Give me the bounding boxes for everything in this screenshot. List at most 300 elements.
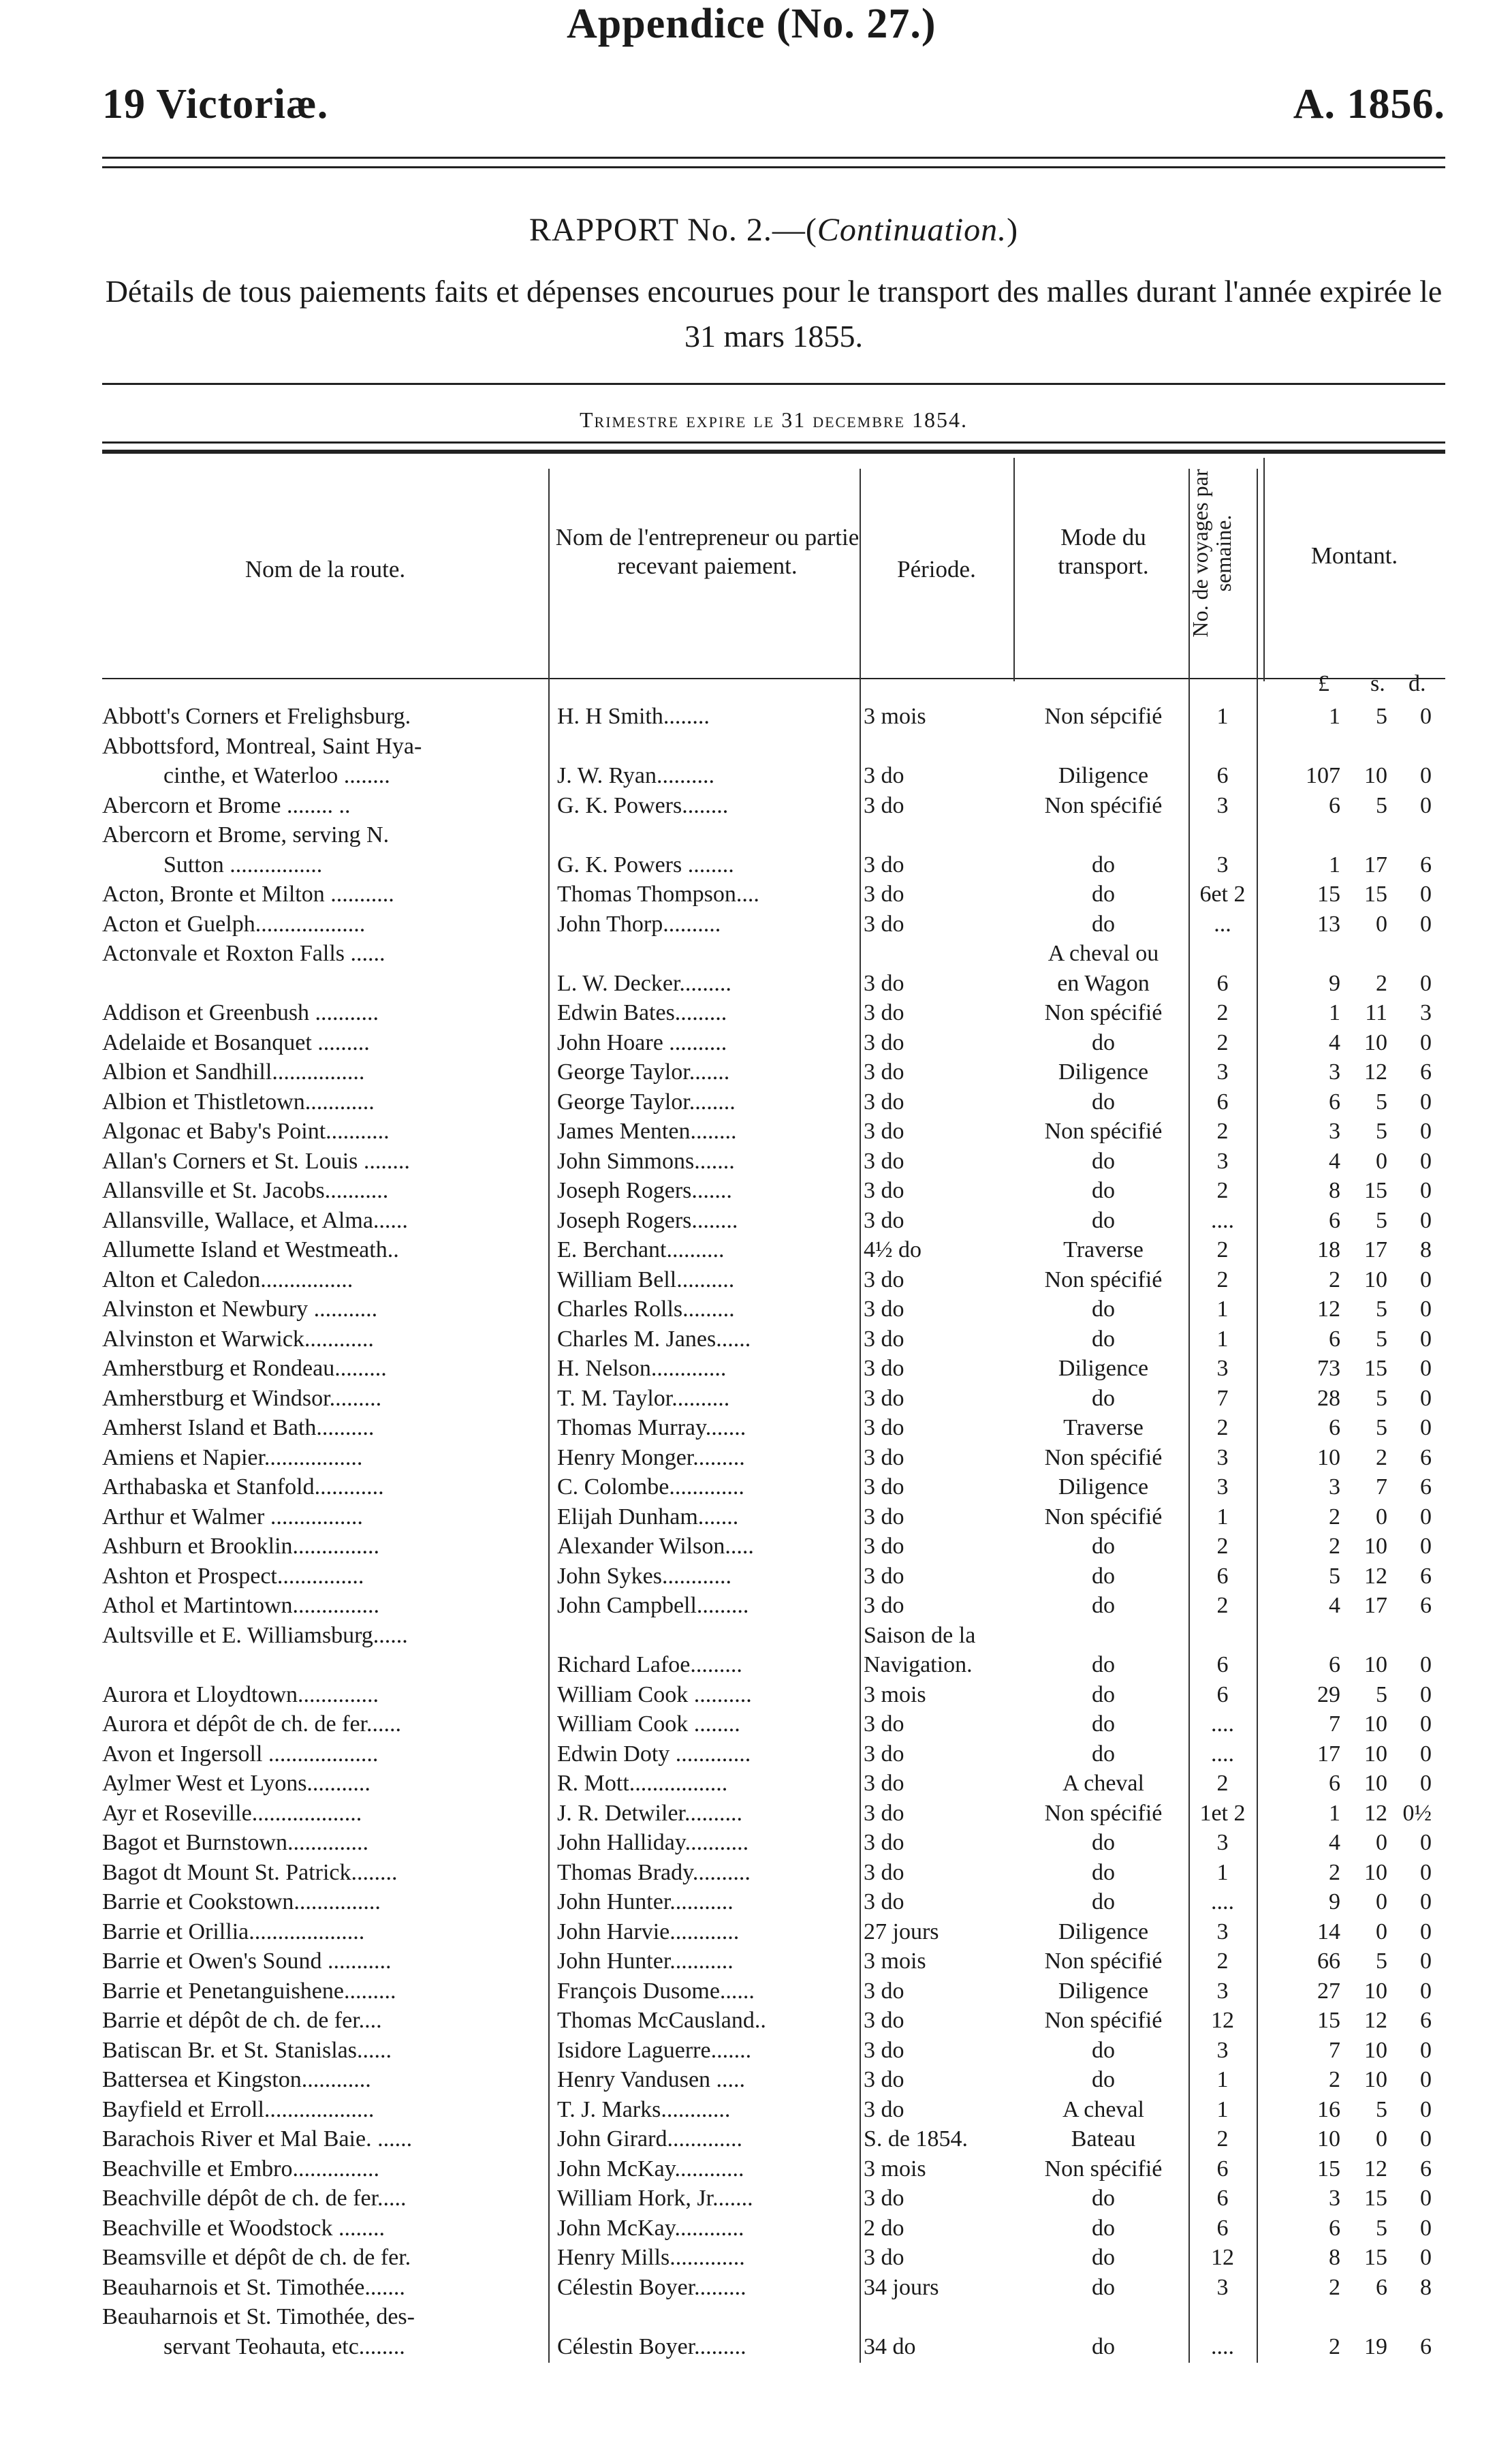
period: 3 do (864, 970, 904, 996)
voyages-per-week: 2 (1216, 1415, 1229, 1440)
transport-mode: Non spécifié (1044, 1504, 1163, 1530)
amount-pence: 0½ (1402, 1800, 1432, 1826)
amount-pounds: 107 (1306, 763, 1340, 788)
contractor-name: Thomas Brady.......... (557, 1859, 751, 1885)
voyages-per-week: 1 (1216, 1326, 1229, 1352)
table-row (0, 1680, 1512, 1710)
period: 3 do (864, 852, 904, 878)
route-name: Athol et Martintown............... (102, 1593, 380, 1618)
amount-shillings: 5 (1376, 1949, 1387, 1974)
amount-pounds: 2 (1329, 1504, 1340, 1530)
amount-pounds: 2 (1329, 2274, 1340, 2300)
amount-pounds: 5 (1329, 1563, 1340, 1589)
amount-pounds: 1 (1329, 1000, 1340, 1025)
amount-pence: 0 (1420, 1356, 1432, 1381)
amount-pence: 0 (1420, 1652, 1432, 1677)
voyages-per-week: 3 (1216, 1059, 1229, 1085)
table-row (0, 2124, 1512, 2154)
amount-pence: 0 (1420, 1415, 1432, 1440)
unit-shilling: s. (1370, 671, 1385, 696)
amount-shillings: 12 (1364, 1800, 1387, 1826)
route-name: Allumette Island et Westmeath.. (102, 1237, 399, 1262)
unit-pence: d. (1408, 671, 1426, 696)
col-head-voyages: No. de voyages par semaine. (1188, 469, 1235, 638)
voyages-per-week: ... (1214, 911, 1231, 937)
transport-mode: A cheval (1062, 2096, 1144, 2122)
voyages-per-week: 1 (1216, 2096, 1229, 2122)
transport-mode: do (1092, 1148, 1115, 1174)
amount-shillings: 10 (1364, 1711, 1387, 1737)
contractor-name: Joseph Rogers........ (557, 1207, 738, 1233)
amount-pence: 0 (1420, 1919, 1432, 1944)
voyages-per-week: 3 (1216, 792, 1229, 818)
amount-pence: 0 (1420, 1267, 1432, 1292)
transport-mode: do (1092, 2245, 1115, 2270)
amount-pounds: 14 (1317, 1919, 1340, 1944)
amount-shillings: 5 (1376, 1415, 1387, 1440)
amount-shillings: 17 (1364, 852, 1387, 878)
col-head-montant: Montant. (1310, 542, 1398, 569)
voyages-per-week: 2 (1216, 1771, 1229, 1796)
voyages-per-week: 3 (1216, 2037, 1229, 2063)
amount-pounds: 10 (1317, 1444, 1340, 1470)
contractor-name: H. H Smith........ (557, 704, 710, 729)
voyages-per-week: 1 (1216, 1504, 1229, 1530)
amount-shillings: 10 (1364, 1741, 1387, 1767)
period: 4½ do (864, 1237, 922, 1262)
table-top-rule-1 (102, 441, 1445, 444)
table-row (0, 880, 1512, 910)
voyages-per-week: 1 (1216, 704, 1229, 729)
amount-pence: 0 (1420, 2215, 1432, 2241)
amount-shillings: 0 (1376, 1919, 1387, 1944)
amount-pence: 0 (1420, 2186, 1432, 2211)
amount-pounds: 9 (1329, 970, 1340, 996)
table-row (0, 1117, 1512, 1147)
amount-pounds: 4 (1329, 1148, 1340, 1174)
route-name: Abbottsford, Montreal, Saint Hya- (102, 733, 422, 759)
voyages-per-week: 6 (1216, 763, 1229, 788)
amount-pence: 0 (1420, 2126, 1432, 2152)
amount-shillings: 2 (1376, 970, 1387, 996)
table-row (0, 2065, 1512, 2095)
table-row (0, 1769, 1512, 1799)
amount-shillings: 0 (1376, 1889, 1387, 1914)
amount-pence: 6 (1420, 1474, 1432, 1500)
period: 3 do (864, 1059, 904, 1085)
transport-mode: do (1092, 882, 1115, 907)
contractor-name: T. J. Marks............ (557, 2096, 731, 2122)
amount-pounds: 6 (1329, 1089, 1340, 1115)
period: 3 do (864, 1563, 904, 1589)
contractor-name: François Dusome...... (557, 1978, 755, 2004)
table-row (0, 2154, 1512, 2184)
period: 3 do (864, 2037, 904, 2063)
transport-mode: Diligence (1058, 1978, 1149, 2004)
transport-mode: Non spécifié (1044, 1000, 1163, 1025)
amount-shillings: 10 (1364, 1652, 1387, 1677)
contractor-name: James Menten........ (557, 1119, 737, 1144)
table-row (0, 910, 1512, 940)
transport-mode: do (1092, 1711, 1115, 1737)
amount-pounds: 8 (1329, 2245, 1340, 2270)
table-row (0, 2036, 1512, 2066)
route-name: Ashburn et Brooklin............... (102, 1534, 380, 1559)
transport-mode: Traverse (1063, 1237, 1144, 1262)
period: 3 do (864, 1978, 904, 2004)
amount-pence: 8 (1420, 2274, 1432, 2300)
col-head-entrepreneur: Nom de l'entrepreneur ou partie recevant paiement. (555, 524, 860, 579)
amount-pence: 0 (1420, 911, 1432, 937)
amount-shillings: 5 (1376, 1089, 1387, 1115)
voyages-per-week: 6 (1216, 1652, 1229, 1677)
table-row (0, 2095, 1512, 2125)
contractor-name: George Taylor....... (557, 1059, 730, 1085)
amount-pounds: 3 (1329, 2186, 1340, 2211)
contractor-name: John Hoare .......... (557, 1029, 727, 1055)
transport-mode: do (1092, 1326, 1115, 1352)
amount-shillings: 10 (1364, 763, 1387, 788)
contractor-name: Isidore Laguerre....... (557, 2037, 752, 2063)
amount-pounds: 10 (1317, 2126, 1340, 2152)
table-row (0, 1147, 1512, 1177)
table-row (0, 2214, 1512, 2244)
transport-mode: do (1092, 1681, 1115, 1707)
transport-mode: do (1092, 1178, 1115, 1203)
transport-mode: do (1092, 1889, 1115, 1914)
amount-pence: 0 (1420, 1148, 1432, 1174)
amount-pence: 0 (1420, 2245, 1432, 2270)
amount-shillings: 5 (1376, 1119, 1387, 1144)
table-row (0, 1235, 1512, 1265)
route-name: Beachville et Woodstock ........ (102, 2215, 385, 2241)
amount-pounds: 18 (1317, 1237, 1340, 1262)
table-row (0, 1621, 1512, 1680)
transport-mode: Non spécifié (1044, 1267, 1163, 1292)
route-name: Amiens et Napier................. (102, 1444, 363, 1470)
voyages-per-week: 12 (1211, 2245, 1234, 2270)
contractor-name: William Cook .......... (557, 1681, 752, 1707)
route-name: Amherstburg et Rondeau......... (102, 1356, 387, 1381)
amount-pence: 0 (1420, 1534, 1432, 1559)
transport-mode: do (1092, 1741, 1115, 1767)
amount-pounds: 9 (1329, 1889, 1340, 1914)
voyages-per-week: 1et 2 (1199, 1800, 1246, 1826)
amount-pounds: 28 (1317, 1385, 1340, 1411)
period: 3 do (864, 2245, 904, 2270)
amount-shillings: 15 (1364, 1356, 1387, 1381)
voyages-per-week: 1 (1216, 1859, 1229, 1885)
contractor-name: E. Berchant.......... (557, 1237, 725, 1262)
route-name: Albion et Thistletown............ (102, 1089, 375, 1115)
amount-shillings: 0 (1376, 2126, 1387, 2152)
amount-pounds: 29 (1317, 1681, 1340, 1707)
transport-mode: Non sépcifié (1044, 704, 1163, 729)
amount-pounds: 66 (1317, 1949, 1340, 1974)
voyages-per-week: 2 (1216, 2126, 1229, 2152)
table-row (0, 1472, 1512, 1502)
amount-pence: 0 (1420, 1711, 1432, 1737)
amount-pence: 0 (1420, 1949, 1432, 1974)
contractor-name: George Taylor........ (557, 1089, 736, 1115)
voyages-per-week: .... (1211, 1741, 1234, 1767)
transport-mode: do (1092, 2186, 1115, 2211)
contractor-name: John Thorp.......... (557, 911, 721, 937)
contractor-name: John Halliday........... (557, 1830, 749, 1855)
amount-shillings: 10 (1364, 2037, 1387, 2063)
amount-shillings: 5 (1376, 2096, 1387, 2122)
period: 3 do (864, 2067, 904, 2092)
contractor-name: William Cook ........ (557, 1711, 740, 1737)
route-name: Bagot et Burnstown.............. (102, 1830, 368, 1855)
period: S. de 1854. (864, 2126, 968, 2152)
period: 34 do (864, 2333, 916, 2359)
table-row (0, 1057, 1512, 1087)
amount-pence: 0 (1420, 792, 1432, 818)
contractor-name: R. Mott................. (557, 1771, 728, 1796)
table-row (0, 702, 1512, 732)
transport-mode: Non spécifié (1044, 1800, 1163, 1826)
route-name: Amherstburg et Windsor......... (102, 1385, 382, 1411)
header-left: 19 Victoriæ. (102, 81, 329, 127)
period: 3 do (864, 1385, 904, 1411)
voyages-per-week: 1 (1216, 2067, 1229, 2092)
route-name: Barrie et Orillia.................... (102, 1919, 365, 1944)
transport-mode: Diligence (1058, 1356, 1149, 1381)
transport-mode: Non spécifié (1044, 2008, 1163, 2033)
route-name: Sutton ................ (163, 852, 323, 878)
period: 3 do (864, 1356, 904, 1381)
period: 3 do (864, 1741, 904, 1767)
transport-mode: Diligence (1058, 1474, 1149, 1500)
header-right: A. 1856. (1293, 81, 1445, 127)
amount-pounds: 6 (1329, 1326, 1340, 1352)
amount-pence: 3 (1420, 1000, 1432, 1025)
transport-mode: Traverse (1063, 1415, 1144, 1440)
amount-pounds: 4 (1329, 1029, 1340, 1055)
voyages-per-week: 6 (1216, 2186, 1229, 2211)
period: 3 mois (864, 704, 926, 729)
table-row (0, 1176, 1512, 1206)
voyages-per-week: 6 (1216, 1089, 1229, 1115)
amount-pence: 6 (1420, 1059, 1432, 1085)
table-row (0, 2302, 1512, 2361)
route-name: Aurora et Lloydtown.............. (102, 1681, 379, 1707)
period: 3 do (864, 2186, 904, 2211)
amount-pence: 0 (1420, 1385, 1432, 1411)
amount-pence: 0 (1420, 1297, 1432, 1322)
transport-mode: do (1092, 1534, 1115, 1559)
table-row (0, 998, 1512, 1028)
period: 3 do (864, 1000, 904, 1025)
transport-mode: do (1092, 1593, 1115, 1618)
route-name: Ashton et Prospect............... (102, 1563, 364, 1589)
amount-pounds: 17 (1317, 1741, 1340, 1767)
route-name: Ayr et Roseville................... (102, 1800, 362, 1826)
table-row (0, 1502, 1512, 1532)
amount-shillings: 12 (1364, 1059, 1387, 1085)
transport-mode: en Wagon (1057, 970, 1150, 996)
contractor-name: L. W. Decker......... (557, 970, 731, 996)
table-row (0, 791, 1512, 821)
route-name: Alton et Caledon................ (102, 1267, 353, 1292)
voyages-per-week: 3 (1216, 1978, 1229, 2004)
contractor-name: Elijah Dunham....... (557, 1504, 739, 1530)
amount-pounds: 2 (1329, 1267, 1340, 1292)
contractor-name: John Hunter........... (557, 1949, 734, 1974)
route-name: Abbott's Corners et Frelighsburg. (102, 704, 411, 729)
voyages-per-week: 3 (1216, 1830, 1229, 1855)
contractor-name: Thomas Thompson.... (557, 882, 759, 907)
payment-table-body (0, 702, 1512, 2361)
amount-shillings: 10 (1364, 1534, 1387, 1559)
route-name: Adelaide et Bosanquet ......... (102, 1029, 370, 1055)
transport-mode: Diligence (1058, 763, 1149, 788)
contractor-name: J. W. Ryan.......... (557, 763, 714, 788)
amount-pounds: 3 (1329, 1119, 1340, 1144)
voyages-per-week: 2 (1216, 1534, 1229, 1559)
transport-mode: do (1092, 852, 1115, 878)
route-name: cinthe, et Waterloo ........ (163, 763, 390, 788)
quarter-heading: Trimestre expire le 31 decembre 1854. (580, 407, 968, 432)
transport-mode: Bateau (1071, 2126, 1136, 2152)
amount-pence: 0 (1420, 1029, 1432, 1055)
amount-pence: 0 (1420, 1741, 1432, 1767)
amount-shillings: 17 (1364, 1237, 1387, 1262)
amount-pence: 0 (1420, 1178, 1432, 1203)
table-row (0, 1384, 1512, 1414)
transport-mode: Diligence (1058, 1919, 1149, 1944)
voyages-per-week: 6 (1216, 1563, 1229, 1589)
route-name: Actonvale et Roxton Falls ...... (102, 941, 385, 966)
transport-mode: Non spécifié (1044, 1119, 1163, 1144)
period: 3 do (864, 2008, 904, 2033)
header-rule-bottom (102, 166, 1445, 168)
amount-shillings: 15 (1364, 2245, 1387, 2270)
contractor-name: William Bell.......... (557, 1267, 735, 1292)
amount-pence: 0 (1420, 1326, 1432, 1352)
transport-mode: Non spécifié (1044, 2156, 1163, 2182)
voyages-per-week: 2 (1216, 1000, 1229, 1025)
amount-pence: 0 (1420, 2037, 1432, 2063)
period: 34 jours (864, 2274, 939, 2300)
amount-shillings: 5 (1376, 704, 1387, 729)
amount-shillings: 5 (1376, 1297, 1387, 1322)
table-row (0, 1532, 1512, 1562)
period: 3 do (864, 1415, 904, 1440)
amount-shillings: 5 (1376, 1681, 1387, 1707)
amount-pence: 6 (1420, 2156, 1432, 2182)
table-row (0, 1265, 1512, 1295)
table-row (0, 2273, 1512, 2303)
transport-mode: do (1092, 1385, 1115, 1411)
route-name: Barrie et Owen's Sound ........... (102, 1949, 392, 1974)
amount-pence: 8 (1420, 1237, 1432, 1262)
table-row (0, 1976, 1512, 2006)
voyages-per-week: 6 (1216, 2215, 1229, 2241)
period: 3 do (864, 1593, 904, 1618)
transport-mode: do (1092, 2215, 1115, 2241)
unit-pound: £ (1318, 671, 1329, 696)
contractor-name: Célestin Boyer......... (557, 2274, 746, 2300)
voyages-per-week: .... (1211, 1889, 1234, 1914)
route-name: Alvinston et Warwick............ (102, 1326, 374, 1352)
period: 3 do (864, 1504, 904, 1530)
amount-pounds: 2 (1329, 1534, 1340, 1559)
transport-mode: do (1092, 1089, 1115, 1115)
voyages-per-week: 6 (1216, 1681, 1229, 1707)
amount-pence: 0 (1420, 2067, 1432, 2092)
amount-pounds: 4 (1329, 1593, 1340, 1618)
subtitle-rule (102, 383, 1445, 385)
period: 3 mois (864, 2156, 926, 2182)
contractor-name: Henry Mills............. (557, 2245, 745, 2270)
table-row (0, 1413, 1512, 1443)
route-name: Barrie et Penetanguishene......... (102, 1978, 396, 2004)
contractor-name: Charles M. Janes...... (557, 1326, 751, 1352)
amount-pounds: 12 (1317, 1297, 1340, 1322)
voyages-per-week: 2 (1216, 1178, 1229, 1203)
amount-pounds: 4 (1329, 1830, 1340, 1855)
period: 3 do (864, 1889, 904, 1914)
amount-pounds: 1 (1329, 1800, 1340, 1826)
route-name: Addison et Greenbush ........... (102, 1000, 379, 1025)
voyages-per-week: 6et 2 (1199, 882, 1246, 907)
transport-mode: do (1092, 1297, 1115, 1322)
contractor-name: Thomas Murray....... (557, 1415, 746, 1440)
contractor-name: G. K. Powers........ (557, 792, 729, 818)
route-name: Bayfield et Erroll................... (102, 2096, 375, 2122)
route-name: Arthur et Walmer ................ (102, 1504, 363, 1530)
contractor-name: Richard Lafoe......... (557, 1652, 742, 1677)
route-name: Allan's Corners et St. Louis ........ (102, 1148, 410, 1174)
amount-pounds: 6 (1329, 1652, 1340, 1677)
contractor-name: John Simmons....... (557, 1148, 735, 1174)
period: 3 do (864, 1119, 904, 1144)
contractor-name: H. Nelson............. (557, 1356, 727, 1381)
table-row (0, 1739, 1512, 1769)
amount-pence: 6 (1420, 1593, 1432, 1618)
contractor-name: John Hunter........... (557, 1889, 734, 1914)
report-title: RAPPORT No. 2.—(Continuation.) (529, 212, 1019, 248)
amount-pence: 6 (1420, 2008, 1432, 2033)
period: Saison de la (864, 1622, 976, 1648)
amount-shillings: 0 (1376, 1830, 1387, 1855)
table-row (0, 1858, 1512, 1888)
header-center: Appendice (No. 27.) (567, 1, 936, 47)
transport-mode: do (1092, 1563, 1115, 1589)
transport-mode: do (1092, 2067, 1115, 2092)
voyages-per-week: 6 (1216, 970, 1229, 996)
table-head-rule (102, 678, 1445, 679)
amount-pounds: 6 (1329, 2215, 1340, 2241)
contractor-name: John Campbell......... (557, 1593, 749, 1618)
transport-mode: do (1092, 1859, 1115, 1885)
route-name: Beauharnois et St. Timothée, des- (102, 2304, 415, 2329)
contractor-name: C. Colombe............. (557, 1474, 744, 1500)
amount-pence: 0 (1420, 1859, 1432, 1885)
transport-mode: do (1092, 1029, 1115, 1055)
amount-pence: 0 (1420, 1771, 1432, 1796)
amount-shillings: 10 (1364, 1859, 1387, 1885)
transport-mode: do (1092, 1830, 1115, 1855)
amount-shillings: 12 (1364, 2008, 1387, 2033)
amount-pence: 6 (1420, 852, 1432, 878)
contractor-name: John McKay............ (557, 2156, 744, 2182)
period: 3 do (864, 882, 904, 907)
amount-pence: 0 (1420, 1089, 1432, 1115)
amount-shillings: 10 (1364, 1771, 1387, 1796)
